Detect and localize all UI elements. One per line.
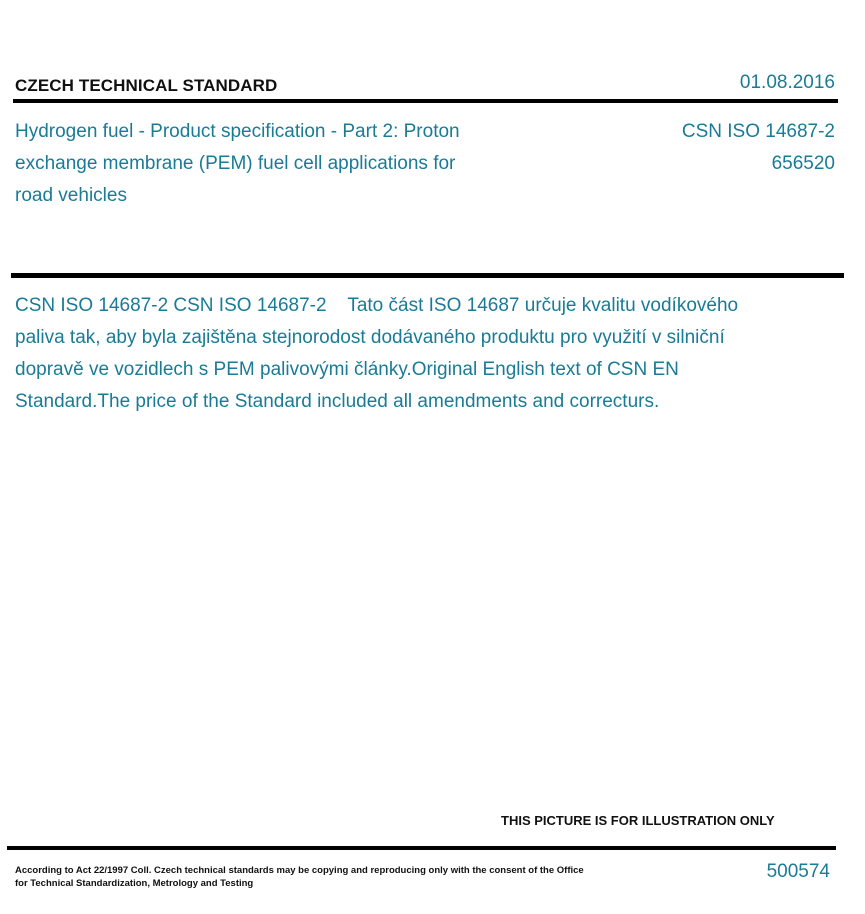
illustration-note: THIS PICTURE IS FOR ILLUSTRATION ONLY (501, 813, 775, 828)
title-divider (11, 273, 844, 278)
document-number: 500574 (766, 861, 830, 882)
catalog-number: 656520 (771, 153, 835, 174)
standard-description: CSN ISO 14687-2 CSN ISO 14687-2 Tato část ISO 14687 určuje kvalitu vodíkového paliva tak, aby byla zajištěna stejnorodost dodávaného produktu pro využití v silniční dopravě ve vozidlech s PEM palivovými články.Original English text of CSN EN Standard.The price of the Standard included all amendments and correcturs. (15, 295, 744, 412)
standard-title: Hydrogen fuel - Product specification - Part 2: Proton exchange membrane (PEM) fuel cell applications for road vehicles (15, 121, 460, 206)
header-divider (13, 99, 838, 103)
footer-divider (7, 846, 836, 850)
publication-date: 01.08.2016 (739, 72, 835, 93)
standard-identifiers (682, 116, 835, 180)
standard-designation: CSN ISO 14687-2 (681, 121, 835, 142)
document-type-heading: CZECH TECHNICAL STANDARD (15, 76, 278, 95)
legal-notice: According to Act 22/1997 Coll. Czech technical standards may be copying and reproducing only with the consent of the Office for Technical Standardization, Metrology and Testing (15, 865, 584, 889)
